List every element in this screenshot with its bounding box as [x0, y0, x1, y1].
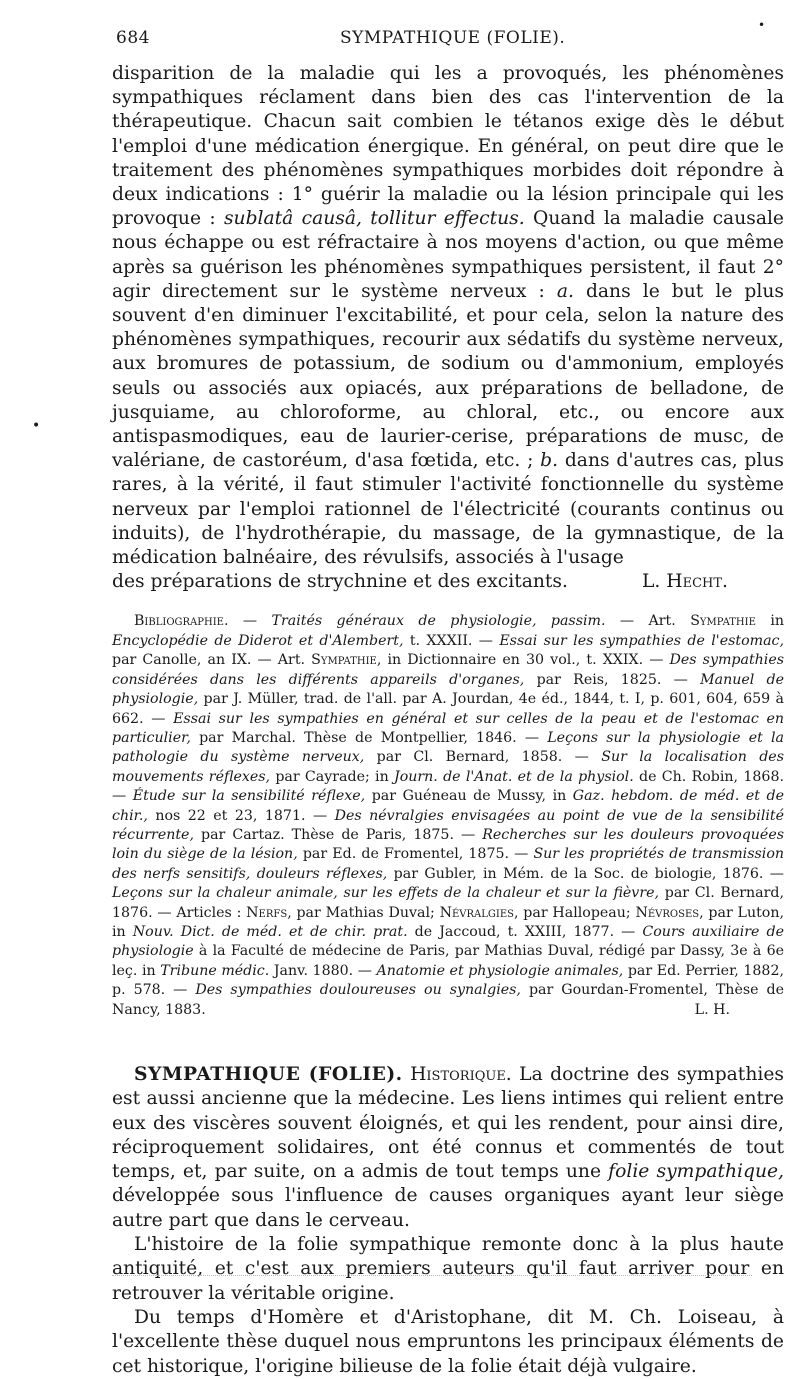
bib-title: Sur la localisation des mouvements réflexes,	[112, 749, 784, 785]
bib-article-name: Névralgies	[439, 904, 514, 921]
bib-title: Étude sur la sensibilité réflexe,	[132, 788, 366, 805]
bib-title: Manuel de physiologie,	[112, 671, 784, 708]
page-number: 684	[116, 28, 150, 48]
bib-title: Anatomie et physiologie animales,	[376, 962, 624, 979]
bib-title: Leçons sur la chaleur animale, sur les effets de la chaleur et sur la fièvre,	[112, 885, 660, 902]
author-signature: L. Hecht.	[642, 571, 728, 593]
bib-text: , par Luton, in	[112, 904, 784, 940]
article-text: La doctrine des sympathies est aussi ancienne que la médecine. Les liens intimes qui relient entre eux des viscères souvent éloignés, et qui les rendent, pour ainsi dire, réciproquement solidaires, ont été connus et commentés de tout temps, et, par suite, on a admis de tout temps une	[112, 1064, 784, 1183]
article-italic-term: folie sympathique,	[608, 1161, 784, 1183]
bib-title: Cours auxiliaire de physiologie	[112, 923, 784, 960]
item-marker-a: a.	[556, 280, 574, 302]
bibliography-signature: L. H.	[694, 1001, 730, 1018]
bib-text: de Ch. Robin, 1868. —	[112, 768, 784, 805]
main-text-part-3: dans le but le plus souvent d'en diminuer l'excitabilité, et pour cela, selon la nature des phénomènes sympathiques, recourir aux sédatifs du système nerveux, aux bromures de potassium, de sodium ou d'ammonium, employés seuls ou associés aux opiacés, aux préparations de belladone, de jusquiame, au chloroforme, au chloral, etc., ou encore aux antispasmodiques, eau de laurier-cerise, préparations de musc, de valériane, de castoréum, d'asa fœtida, etc. ;	[112, 280, 784, 472]
bib-title: Traités généraux de physiologie, passim.	[271, 613, 606, 630]
article-paragraph-1	[112, 1062, 784, 1233]
bib-title: Nouv. Dict. de méd. et de chir. prat.	[132, 923, 408, 940]
article-paragraph-2: L'histoire de la folie sympathique remonte donc à la plus haute antiquité, et c'est aux premiers auteurs qu'il faut arriver pour en retrouver la véritable origine.	[112, 1234, 784, 1304]
bib-text: par Gubler, in Mém. de la Soc. de biologie, 1876. —	[387, 865, 784, 882]
bib-article-name: Sympathie	[311, 652, 377, 669]
main-text-part-1: disparition de la maladie qui les a provoqués, les phénomènes sympathiques réclament dans bien des cas l'intervention de la thérapeutique. Chacun sait combien le tétanos exige dès le début l'emploi d'une médication énergique. En général, on peut dire que le traitement des phénomènes sympathiques morbides doit répondre à deux indications : 1° guérir la maladie ou la lésion principale qui les provoque :	[112, 63, 784, 230]
bib-text: par Cl. Bernard, 1858. —	[364, 749, 602, 766]
bib-text: par Marchal. Thèse de Montpellier, 1846. —	[190, 729, 548, 746]
bib-text: par Ed. Perrier, 1882, p. 578. —	[112, 962, 784, 999]
bib-title: Essai sur les sympathies en général et sur celles de la peau et de l'estomac en particulier,	[112, 710, 785, 746]
signature-line	[112, 570, 784, 594]
bib-title: Recherches sur les douleurs provoquées loin du siège de la lésion,	[112, 826, 785, 863]
bib-text: , in Dictionnaire en 30 vol., t. XXIX. —	[376, 652, 670, 669]
document-page	[32, 18, 785, 1379]
bibliography-label: Bibliographie.	[134, 613, 229, 630]
bibliography	[112, 612, 784, 1020]
bib-text: , par Hallopeau;	[513, 904, 636, 921]
corner-mark: •	[758, 18, 766, 32]
bib-title: Des névralgies envisagées au point de vue de la sensibilité récurrente,	[112, 807, 785, 843]
bib-text: , par Mathias Duval;	[287, 904, 440, 921]
section-label: Historique.	[410, 1064, 512, 1085]
bib-text: par Guéneau de Mussy, in	[365, 788, 573, 805]
article-title: SYMPATHIQUE (FOLIE).	[134, 1063, 403, 1085]
bib-title: Essai sur les sympathies de l'estomac,	[499, 632, 784, 649]
bib-text: par Canolle, an IX. — Art.	[112, 652, 312, 669]
bib-title: Gaz. hebdom. de méd. et de chir.,	[112, 788, 784, 824]
bib-text: in	[755, 613, 784, 630]
bib-text: par J. Müller, trad. de l'all. par A. Jourdan, 4e éd., 1844, t. I, p. 601, 604, 659 à 662. —	[112, 691, 784, 727]
bib-title: Tribune médic.	[160, 962, 270, 979]
item-marker-b: b.	[540, 450, 559, 472]
bib-text: —	[228, 613, 272, 630]
bib-text: t. XXXII. —	[403, 632, 500, 649]
bib-text: — Art.	[605, 613, 691, 630]
article-sympathique-folie	[112, 1062, 784, 1379]
bib-title: Encyclopédie de Diderot et d'Alembert,	[112, 632, 404, 649]
article-text: développée sous l'influence de causes organiques ayant leur siège autre part que dans le cerveau.	[112, 1185, 784, 1231]
bib-text: à la Faculté de médecine de Paris, par Mathias Duval, rédigé par Dassy, 3e à 6e leç. in	[112, 943, 784, 979]
main-paragraph-body	[112, 62, 784, 570]
main-text-part-4: dans d'autres cas, plus rares, à la vérité, il faut stimuler l'activité fonctionnelle du système nerveux par l'emploi rationnel de l'électricité (courants continus ou induits), de l'hydrothérapie, du massage, de la gymnastique, de la médication balnéaire, des révulsifs, associés à l'usage	[112, 450, 784, 569]
bottom-edge-artifact	[112, 1275, 752, 1280]
bib-article-name: Nerfs	[246, 904, 288, 921]
bib-article-name: Sympathie	[690, 613, 756, 630]
bib-text: de Jaccoud, t. XXIII, 1877. —	[407, 923, 643, 940]
bib-title: Des sympathies douloureuses ou synalgies,	[195, 982, 521, 999]
bib-text: par Reis, 1825. —	[524, 671, 701, 688]
main-text-last-line: des préparations de strychnine et des excitants.	[112, 571, 568, 593]
bib-text: par Cl. Bernard, 1876. — Articles :	[112, 885, 785, 921]
margin-mark: •	[32, 418, 41, 434]
latin-phrase: sublatâ causâ, tollitur effectus.	[223, 208, 525, 230]
bib-text: par Gourdan-Fromentel, Thèse de Nancy, 1883.	[112, 982, 784, 1018]
bib-title: Journ. de l'Anat. et de la physiol.	[394, 768, 634, 785]
page-header	[112, 18, 784, 50]
bib-text: Janv. 1880. —	[269, 962, 377, 979]
running-title: SYMPATHIQUE (FOLIE).	[340, 28, 566, 48]
main-text-part-2: Quand la maladie causale nous échappe ou est réfractaire à nos moyens d'action, ou que même après sa guérison les phénomènes sympathiques persistent, il faut 2° agir directement sur le système nerveux :	[112, 208, 784, 302]
bib-text: par Cayrade; in	[270, 768, 395, 785]
bib-title: Des sympathies considérées dans les différents appareils d'organes,	[112, 652, 785, 688]
bib-text: par Ed. de Fromentel, 1875. —	[297, 846, 534, 863]
bib-title: Sur les propriétés de transmission des nerfs sensitifs, douleurs réflexes,	[112, 846, 784, 882]
article-paragraph-3: Du temps d'Homère et d'Aristophane, dit M. Ch. Loiseau, à l'excellente thèse duquel nous empruntons les principaux éléments de cet historique, l'origine bilieuse de la folie était déjà vulgaire.	[112, 1306, 784, 1377]
bib-article-name: Névroses	[635, 904, 700, 921]
main-paragraph	[112, 62, 784, 594]
bib-text: nos 22 et 23, 1871. —	[147, 807, 335, 824]
bib-title: Leçons sur la physiologie et la pathologie du système nerveux,	[112, 729, 784, 766]
bib-text: par Cartaz. Thèse de Paris, 1875. —	[193, 826, 483, 843]
